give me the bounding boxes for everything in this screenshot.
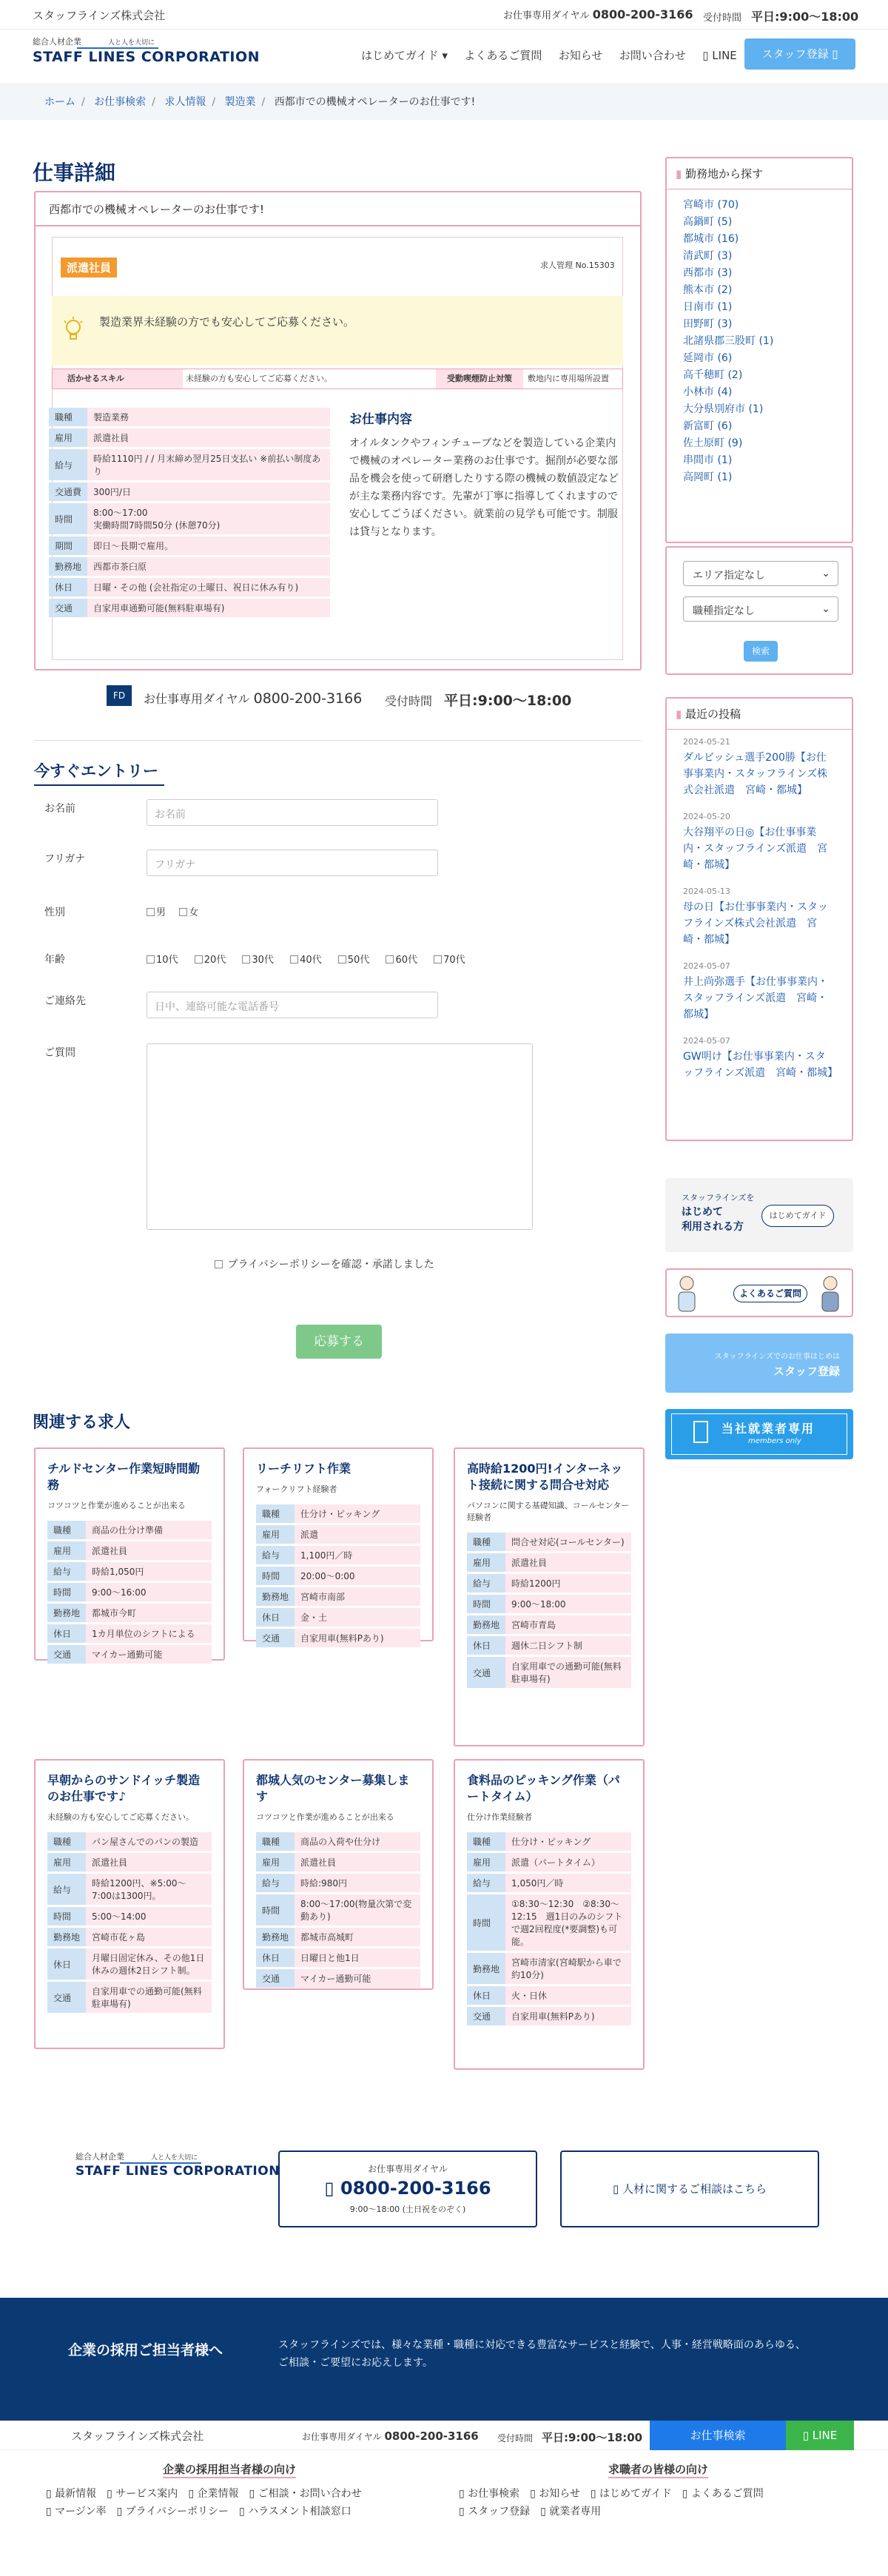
- spec-value: 火・日休: [505, 1986, 631, 2005]
- spec-key: 雇用: [47, 1541, 86, 1560]
- job-select[interactable]: 職種指定なし ⌄: [683, 596, 838, 622]
- spec-key: 給与: [256, 1874, 295, 1892]
- post-date: 2024-05-07: [683, 1036, 730, 1046]
- area-link[interactable]: 新富町 (6): [683, 420, 733, 432]
- spec-key: 休日: [256, 1608, 295, 1627]
- footer-link[interactable]: ▯ よくあるご質問: [682, 2488, 764, 2500]
- related-job-title: 早朝からのサンドイッチ製造のお仕事です♪: [47, 1773, 201, 1803]
- footer-link[interactable]: ▯ お仕事検索: [459, 2488, 520, 2500]
- footer-link[interactable]: ▯ プライバシーポリシー: [116, 2506, 229, 2518]
- gender-options: [147, 904, 198, 918]
- spec-value: 8:00〜17:00 実働時間7時間50分 (休憩70分): [87, 503, 330, 534]
- spec-value: 時給1200円、※5:00〜7:00は1300円。: [86, 1874, 212, 1905]
- area-link[interactable]: 佐土原町 (9): [683, 437, 743, 449]
- area-select[interactable]: エリア指定なし ⌄: [683, 561, 838, 586]
- spec-value: 時給:980円: [295, 1874, 420, 1892]
- spec-row: [47, 1832, 212, 1851]
- spec-key: 交通費: [49, 482, 87, 501]
- footer-link[interactable]: ▯ 最新情報: [46, 2488, 97, 2500]
- spec-value: 自家用車(無料Pあり): [295, 1629, 420, 1647]
- skill-row: 活かせるスキル 未経験の方も安心してご応募ください。 受動喫煙防止対策 敷地内に専用場所設置: [52, 369, 623, 389]
- area-link[interactable]: 西都市 (3): [683, 267, 733, 279]
- age-10[interactable]: 10代: [147, 955, 178, 966]
- post-item[interactable]: [683, 1036, 838, 1081]
- related-job-card[interactable]: [34, 1759, 225, 2049]
- spec-key: 職種: [467, 1832, 505, 1851]
- spec-value: 1,100円／時: [295, 1546, 420, 1564]
- spec-row: [49, 482, 330, 501]
- spec-row: [467, 1595, 631, 1613]
- related-job-sub: 未経験の方も安心してご応募ください。: [47, 1812, 194, 1822]
- related-job-sub: パソコンに関する基礎知識、コールセンター経験者: [467, 1501, 630, 1522]
- spec-row: [47, 1604, 212, 1622]
- spec-row: [467, 1657, 631, 1688]
- spec-key: 勤務地: [467, 1953, 505, 1984]
- spec-key: 交通: [49, 599, 87, 617]
- notice-box: [52, 296, 623, 366]
- spec-row: [47, 1853, 212, 1872]
- area-link[interactable]: 清武町 (3): [683, 250, 733, 262]
- spec-row: [47, 1645, 212, 1664]
- staff-icon: [818, 1273, 843, 1313]
- related-job-table: [47, 1519, 212, 1666]
- site-logo[interactable]: 総合人材企業 人と人を大切に STAFF LINES CORPORATION: [33, 37, 260, 65]
- footer-link[interactable]: ▯ はじめてガイド: [590, 2488, 672, 2500]
- crumb-search[interactable]: お仕事検索: [94, 96, 147, 108]
- spec-row: [467, 1553, 631, 1572]
- spec-row: [467, 1533, 631, 1551]
- spec-value: 日曜・その他 (会社指定の土曜日、祝日に休み有り): [87, 578, 330, 596]
- bottom-bar: スタッフラインズ株式会社 お仕事専用ダイヤル 0800-200-3166 受付時間 平日:9:00〜18:00 お仕事検索 ▯ LINE: [0, 2421, 888, 2450]
- crumb-jobs[interactable]: 求人情報: [164, 96, 206, 108]
- spec-value: 仕分け・ピッキング: [295, 1504, 420, 1523]
- age-70[interactable]: 70代: [434, 955, 465, 966]
- spec-key: 職種: [47, 1832, 86, 1851]
- spec-key: 時間: [47, 1907, 86, 1926]
- area-sidebar: ▮ 勤務地から探す 宮崎市 (70) 高鍋町 (5) 都城市 (16) 清武町 (3) 西都市 (3) 熊本市 (2) 日南市 (1) 田野町 (3) 北諸県郡三股町 (1) 延岡市 (6) 高千穂町 (2) 小林市 (4) 大分県別府市 (1) 新富町 (6) 佐土原町 (9) 串間市 (1) 高岡町 (1): [665, 157, 853, 543]
- post-title: 母の日【お仕事事業内・スタッフラインズ株式会社派遣 宮崎・都城】: [683, 901, 828, 946]
- related-job-table: [256, 1502, 420, 1649]
- spec-row: [256, 1853, 420, 1872]
- spec-value: 都城市今町: [86, 1604, 212, 1622]
- spec-row: [256, 1546, 420, 1564]
- breadcrumb: ホーム / お仕事検索 / 求人情報 / 製造業 / 西都市での機械オペレーターのお仕事です!: [0, 83, 888, 120]
- contact-tel[interactable]: お仕事専用ダイヤル 0800-200-3166: [144, 690, 363, 707]
- spec-key: 勤務地: [256, 1587, 295, 1606]
- spec-value: 宮崎市南部: [295, 1587, 420, 1606]
- area-link[interactable]: 日南市 (1): [683, 301, 733, 313]
- related-job-sub: コツコツと作業が進めることが出来る: [256, 1812, 394, 1822]
- spec-value: 派遣社員: [295, 1853, 420, 1872]
- footer-link[interactable]: ▯ スタッフ登録: [459, 2506, 531, 2518]
- spec-value: マイカー通勤可能: [86, 1645, 212, 1664]
- spec-row: [467, 1853, 631, 1872]
- spec-row: [256, 1587, 420, 1606]
- spec-key: 給与: [47, 1562, 86, 1581]
- post-date: 2024-05-20: [683, 812, 730, 821]
- footer-link[interactable]: ▯ マージン率: [46, 2506, 107, 2518]
- lightbulb-icon: [62, 315, 84, 345]
- spec-value: 自家用車での通勤可能(無料駐車場有): [505, 1657, 631, 1688]
- spec-key: 雇用: [49, 428, 87, 447]
- top-hours: 受付時間 平日:9:00〜18:00: [703, 10, 859, 24]
- spec-key: 休日: [49, 578, 87, 596]
- spec-value: 月曜日固定休み、その他1日休みの週休2日シフト制。: [86, 1948, 212, 1980]
- spec-row: [467, 1874, 631, 1892]
- post-title: ダルビッシュ選手200勝【お仕事事業内・スタッフラインズ株式会社派遣 宮崎・都城】: [683, 752, 828, 796]
- spec-value: 宮崎市青島: [505, 1615, 631, 1634]
- spec-value: 仕分け・ピッキング: [505, 1832, 631, 1851]
- job-heading: 西都市での機械オペレーターのお仕事です!: [36, 192, 640, 226]
- spec-row: [467, 1574, 631, 1593]
- spec-value: 派遣社員: [87, 428, 330, 447]
- footer-logo[interactable]: 総合人材企業 人と人を大切に STAFF LINES CORPORATION: [75, 2152, 280, 2179]
- related-job-card[interactable]: [243, 1759, 434, 1990]
- spec-row: [467, 1615, 631, 1634]
- related-job-card[interactable]: [243, 1447, 434, 1644]
- notice-text: 製造業界未経験の方でも安心してご応募ください。: [99, 315, 355, 329]
- spec-row: [467, 1636, 631, 1655]
- spec-row: [256, 1629, 420, 1647]
- spec-value: 20:00〜0:00: [295, 1567, 420, 1585]
- area-link[interactable]: 小林市 (4): [683, 386, 733, 398]
- related-job-card[interactable]: [454, 1759, 645, 2070]
- job-description: お仕事内容 オイルタンクやフィンチューブなどを製造している企業内で機械のオペレーター業務のお仕事です。掘削が必要な部品を機会を使って研磨したりする際の機械の数値設定などが主な業務内容です。先輩が丁寧に指導してくれますので安心してごうぼください。就業前の見学も可能です。制服は貸与となります。: [349, 412, 619, 538]
- spec-key: 勤務地: [256, 1928, 295, 1946]
- related-job-title: チルドセンター作業短時間勤務: [47, 1462, 201, 1492]
- spec-key: 時間: [467, 1595, 505, 1613]
- footer-tel-box[interactable]: お仕事専用ダイヤル ▯ 0800-200-3166 9:00〜18:00 (土日祝をのぞく): [278, 2150, 537, 2227]
- door-icon: [693, 1421, 708, 1443]
- spec-key: 職種: [49, 408, 87, 426]
- post-item[interactable]: [683, 887, 835, 948]
- spec-key: 期間: [49, 537, 87, 555]
- spec-row: [49, 449, 330, 480]
- spec-key: 交通: [47, 1645, 86, 1664]
- related-job-table: [467, 1530, 631, 1690]
- spec-row: [47, 1541, 212, 1560]
- spec-value: 自家用車での通勤可能(無料駐車場有): [86, 1982, 212, 2013]
- spec-key: 勤務地: [47, 1604, 86, 1622]
- spec-value: 5:00〜14:00: [86, 1907, 212, 1926]
- faq-banner[interactable]: よくあるご質問: [665, 1268, 853, 1317]
- area-link[interactable]: 熊本市 (2): [683, 284, 733, 296]
- related-title: 関連する求人: [33, 1413, 131, 1432]
- related-job-title: リーチリフト作業: [256, 1462, 352, 1476]
- spec-row: [47, 1562, 212, 1581]
- footer-search-button[interactable]: お仕事検索: [650, 2421, 786, 2450]
- related-job-sub: フォークリフト経験者: [256, 1484, 337, 1494]
- spec-row: [47, 1982, 212, 2013]
- spec-value: マイカー通勤可能: [295, 1969, 420, 1988]
- spec-row: [49, 557, 330, 576]
- crumb-home[interactable]: ホーム: [44, 96, 75, 108]
- spec-value: 日曜日と他1日: [295, 1948, 420, 1967]
- spec-key: 交通: [256, 1629, 295, 1647]
- age-50[interactable]: 50代: [338, 955, 370, 966]
- area-link[interactable]: 高千穂町 (2): [683, 369, 743, 381]
- post-date: 2024-05-13: [683, 887, 730, 896]
- area-link[interactable]: 串間市 (1): [683, 454, 733, 466]
- spec-row: [49, 599, 330, 617]
- related-job-card[interactable]: [34, 1447, 225, 1661]
- spec-value: 即日〜長期で雇用。: [87, 537, 330, 555]
- crumb-current: 西都市での機械オペレーターのお仕事です!: [274, 96, 476, 108]
- spec-key: 雇用: [467, 1853, 505, 1872]
- spec-key: 交通: [467, 2007, 505, 2025]
- area-link[interactable]: 都城市 (16): [683, 233, 739, 245]
- post-date: 2024-05-07: [683, 961, 730, 971]
- phone-input[interactable]: 日中、連絡可能な電話番号: [147, 992, 438, 1018]
- spec-key: 休日: [47, 1624, 86, 1643]
- area-link[interactable]: 北諸県郡三股町 (1): [683, 335, 774, 347]
- job-number: 求人管理 No.15303: [540, 260, 615, 270]
- spec-key: 交通: [256, 1969, 295, 1988]
- spec-row: [47, 1521, 212, 1539]
- nav-contact[interactable]: お問い合わせ: [619, 49, 686, 62]
- spec-key: 給与: [49, 449, 87, 480]
- related-job-table: [256, 1830, 420, 1990]
- spec-key: 休日: [256, 1948, 295, 1967]
- main-nav: [361, 47, 764, 63]
- spec-value: 西都市茶臼原: [87, 557, 330, 576]
- footer-link[interactable]: ▯ サービス案内: [107, 2488, 178, 2500]
- search-sidebar: [665, 546, 853, 675]
- spec-row: [49, 503, 330, 534]
- nav-line[interactable]: ▯ LINE: [702, 49, 737, 62]
- footer-link[interactable]: ▯ お知らせ: [530, 2488, 580, 2500]
- area-link[interactable]: 大分県別府市 (1): [683, 403, 764, 415]
- staff-register-button[interactable]: スタッフ登録 ▯: [744, 38, 855, 70]
- related-job-card[interactable]: [454, 1447, 645, 1746]
- spec-row: [49, 578, 330, 596]
- sidebar-search-button[interactable]: 検索: [744, 641, 778, 662]
- spec-value: 自家用車通勤可能(無料駐車場有): [87, 599, 330, 617]
- post-title: 井上尚弥選手【お仕事事業内・スタッフラインズ派遣 宮崎・都城】: [683, 976, 828, 1020]
- area-link[interactable]: 高鍋町 (5): [683, 216, 733, 228]
- footer-link[interactable]: ▯ ハラスメント相談窓口: [239, 2506, 352, 2518]
- spec-key: 時間: [256, 1567, 295, 1585]
- guide-banner[interactable]: スタッフラインズを はじめて 利用される方 はじめてガイド: [665, 1178, 853, 1252]
- spec-row: [47, 1583, 212, 1601]
- spec-row: [467, 1894, 631, 1951]
- members-banner[interactable]: 当社就業者専用 members only: [665, 1409, 853, 1459]
- corp-links: [46, 2485, 431, 2520]
- footer-link[interactable]: ▯ ご相談・お問い合わせ: [249, 2488, 362, 2500]
- spec-key: 勤務地: [47, 1928, 86, 1946]
- age-options: [147, 952, 465, 966]
- spec-row: [256, 1874, 420, 1892]
- spec-value: 製造業務: [87, 408, 330, 426]
- spec-row: [47, 1907, 212, 1926]
- spec-key: 時間: [47, 1583, 86, 1601]
- employment-badge: 派遣社員: [61, 258, 117, 278]
- spec-key: 交通: [467, 1657, 505, 1688]
- spec-key: 給与: [256, 1546, 295, 1564]
- spec-value: 週休二日シフト制: [505, 1636, 631, 1655]
- area-link[interactable]: 田野町 (3): [683, 318, 733, 330]
- footer-line-button[interactable]: ▯ LINE: [786, 2421, 854, 2450]
- post-item[interactable]: [683, 812, 835, 873]
- spec-key: 雇用: [256, 1525, 295, 1544]
- area-link[interactable]: 宮崎市 (70): [683, 199, 739, 211]
- news-sidebar: ▮ 最近の投稿 2024-05-21 ダルビッシュ選手200勝【お仕事事業内・スタッフラインズ株式会社派遣 宮崎・都城】 2024-05-20 大谷翔平の日◎【お仕事事業内・スタッフラインズ派遣 宮崎・都城】 2024-05-13 母の日【お仕事事業内・スタッフラインズ株式会社派遣 宮崎・都城】 2024-05-07 井上尚弥選手【お仕事事業内・スタッフラインズ派遣 宮崎・都城】 2024-05-07 GW明け【お仕事事業内・スタッフラインズ派遣 宮崎・都城】: [665, 697, 853, 1141]
- spec-row: [256, 1948, 420, 1967]
- spec-key: 時間: [467, 1894, 505, 1951]
- spec-key: 勤務地: [467, 1615, 505, 1634]
- spec-row: [467, 2007, 631, 2025]
- age-60[interactable]: 60代: [386, 955, 417, 966]
- spec-key: 休日: [467, 1636, 505, 1655]
- entry-title: 今すぐエントリー: [34, 759, 164, 786]
- spec-key: 雇用: [467, 1553, 505, 1572]
- spec-key: 給与: [47, 1874, 86, 1905]
- spec-value: 問合せ対応(コールセンター): [505, 1533, 631, 1551]
- spec-key: 勤務地: [49, 557, 87, 576]
- spec-value: パン屋さんでのパンの製造: [86, 1832, 212, 1851]
- age-20[interactable]: 20代: [195, 955, 226, 966]
- spec-value: 時給1200円: [505, 1574, 631, 1593]
- top-bar: [0, 0, 888, 30]
- spec-key: 給与: [467, 1574, 505, 1593]
- spec-row: [47, 1624, 212, 1643]
- spec-key: 職種: [256, 1504, 295, 1523]
- spec-value: 9:00〜18:00: [505, 1595, 631, 1613]
- spec-value: 1,050円／時: [505, 1874, 631, 1892]
- spec-value: 都城市高城町: [295, 1928, 420, 1946]
- spec-key: 給与: [467, 1874, 505, 1892]
- age-40[interactable]: 40代: [290, 955, 322, 966]
- nav-guide[interactable]: はじめてガイド ▾: [361, 49, 448, 62]
- spec-key: 職種: [47, 1521, 86, 1539]
- page-title: 仕事詳細: [33, 161, 116, 185]
- spec-value: ①8:30〜12:30 ②8:30〜12:15 週1日のみのシフトで週2回程度(*要調整)も可能。: [505, 1894, 631, 1951]
- post-item[interactable]: [683, 737, 835, 798]
- spec-key: 休日: [47, 1948, 86, 1980]
- spec-key: 交通: [47, 1982, 86, 2013]
- company-name: スタッフラインズ株式会社: [33, 9, 166, 22]
- spec-value: 1カ月単位のシフトによる: [86, 1624, 212, 1643]
- related-job-table: [467, 1830, 631, 2028]
- spec-row: [256, 1928, 420, 1946]
- spec-value: 派遣: [295, 1525, 420, 1544]
- spec-value: 派遣社員: [505, 1553, 631, 1572]
- post-item[interactable]: [683, 961, 835, 1023]
- job-spec-table: [49, 406, 330, 619]
- spec-value: 自家用車(無料Pあり): [505, 2007, 631, 2025]
- related-job-title: 高時給1200円!インターネット接続に関する問合せ対応: [467, 1462, 623, 1492]
- spec-row: [256, 1525, 420, 1544]
- spec-value: 派遣社員: [86, 1541, 212, 1560]
- spec-key: 時間: [49, 503, 87, 534]
- spec-value: 金・土: [295, 1608, 420, 1627]
- spec-row: [49, 408, 330, 426]
- spec-value: 宮崎市花ヶ島: [86, 1928, 212, 1946]
- related-job-table: [47, 1830, 212, 2015]
- spec-value: 商品の仕分け準備: [86, 1521, 212, 1539]
- post-title: 大谷翔平の日◎【お仕事事業内・スタッフラインズ派遣 宮崎・都城】: [683, 827, 828, 871]
- spec-value: 8:00〜17:00(物量次第で変動あり): [295, 1894, 420, 1926]
- gender-male[interactable]: 男: [147, 907, 166, 918]
- spec-row: [47, 1928, 212, 1946]
- spec-value: 300円/日: [87, 482, 330, 501]
- area-link[interactable]: 延岡市 (6): [683, 352, 733, 364]
- nav-news[interactable]: お知らせ: [558, 49, 603, 62]
- seek-links: [459, 2485, 814, 2520]
- nav-faq[interactable]: よくあるご質問: [464, 49, 542, 62]
- free-dial-icon: FD: [107, 685, 132, 706]
- kana-input[interactable]: フリガナ: [147, 850, 438, 876]
- spec-value: 宮崎市清家(宮崎駅から車で約10分): [505, 1953, 631, 1984]
- top-tel[interactable]: お仕事専用ダイヤル 0800-200-3166: [503, 7, 693, 21]
- guide-button: はじめてガイド: [761, 1205, 834, 1227]
- related-job-title: 都城人気のセンター募集します: [256, 1773, 410, 1803]
- spec-value: 時給1110円 / / 月末締め翌月25日支払い ※前払い制度あり: [87, 449, 330, 480]
- spec-row: [256, 1894, 420, 1926]
- related-job-sub: 仕分け作業経験者: [467, 1812, 532, 1822]
- spec-key: 雇用: [47, 1853, 86, 1872]
- spec-key: 職種: [256, 1832, 295, 1851]
- post-date: 2024-05-21: [683, 737, 730, 747]
- privacy-checkbox[interactable]: プライバシーポリシーを確認・承諾しました: [215, 1257, 434, 1271]
- name-input[interactable]: お名前: [147, 799, 438, 826]
- spec-row: [467, 1986, 631, 2005]
- age-30[interactable]: 30代: [242, 955, 274, 966]
- spec-row: [49, 537, 330, 555]
- site-header: [0, 30, 888, 81]
- spec-value: 9:00〜16:00: [86, 1583, 212, 1601]
- spec-key: 雇用: [256, 1853, 295, 1872]
- spec-row: [256, 1567, 420, 1585]
- gender-female[interactable]: 女: [179, 907, 198, 918]
- question-textarea[interactable]: [147, 1043, 533, 1230]
- footer-link[interactable]: ▯ 企業情報: [188, 2488, 239, 2500]
- spec-row: [47, 1948, 212, 1980]
- spec-key: 時間: [256, 1894, 295, 1926]
- spec-row: [256, 1969, 420, 1988]
- crumb-category[interactable]: 製造業: [224, 96, 256, 108]
- related-job-title: 食料品のピッキング作業（パートタイム）: [467, 1773, 620, 1803]
- spec-row: [47, 1874, 212, 1905]
- person-icon: [674, 1273, 699, 1313]
- spec-row: [467, 1832, 631, 1851]
- hr-consult-button[interactable]: ▯ 人材に関するご相談はこちら: [560, 2150, 819, 2227]
- apply-button[interactable]: 応募する: [296, 1325, 382, 1359]
- spec-key: 職種: [467, 1533, 505, 1551]
- related-job-sub: コツコツと作業が進めることが出来る: [47, 1501, 186, 1510]
- spec-key: 休日: [467, 1986, 505, 2005]
- business-banner: 企業の採用ご担当者様へ スタッフラインズでは、様々な業種・職種に対応できる豊富なサービスと経験で、人事・経営戦略面のあらゆる、ご相談・ご要望にお応えします。: [0, 2298, 888, 2421]
- post-title: GW明け【お仕事事業内・スタッフラインズ派遣 宮崎・都城】: [683, 1051, 838, 1079]
- spec-value: 派遣社員: [86, 1853, 212, 1872]
- spec-row: [256, 1608, 420, 1627]
- footer-link[interactable]: ▯ 就業者専用: [540, 2506, 602, 2518]
- spec-row: [49, 428, 330, 447]
- register-banner[interactable]: スタッフラインズでのお仕事はじめは スタッフ登録: [665, 1334, 853, 1393]
- spec-row: [256, 1832, 420, 1851]
- spec-value: 派遣（パートタイム）: [505, 1853, 631, 1872]
- contact-hours: 受付時間 平日:9:00〜18:00: [385, 693, 572, 709]
- spec-row: [467, 1953, 631, 1984]
- spec-row: [256, 1504, 420, 1523]
- area-link[interactable]: 高岡町 (1): [683, 471, 733, 483]
- spec-value: 時給1,050円: [86, 1562, 212, 1581]
- spec-value: 商品の入荷や仕分け: [295, 1832, 420, 1851]
